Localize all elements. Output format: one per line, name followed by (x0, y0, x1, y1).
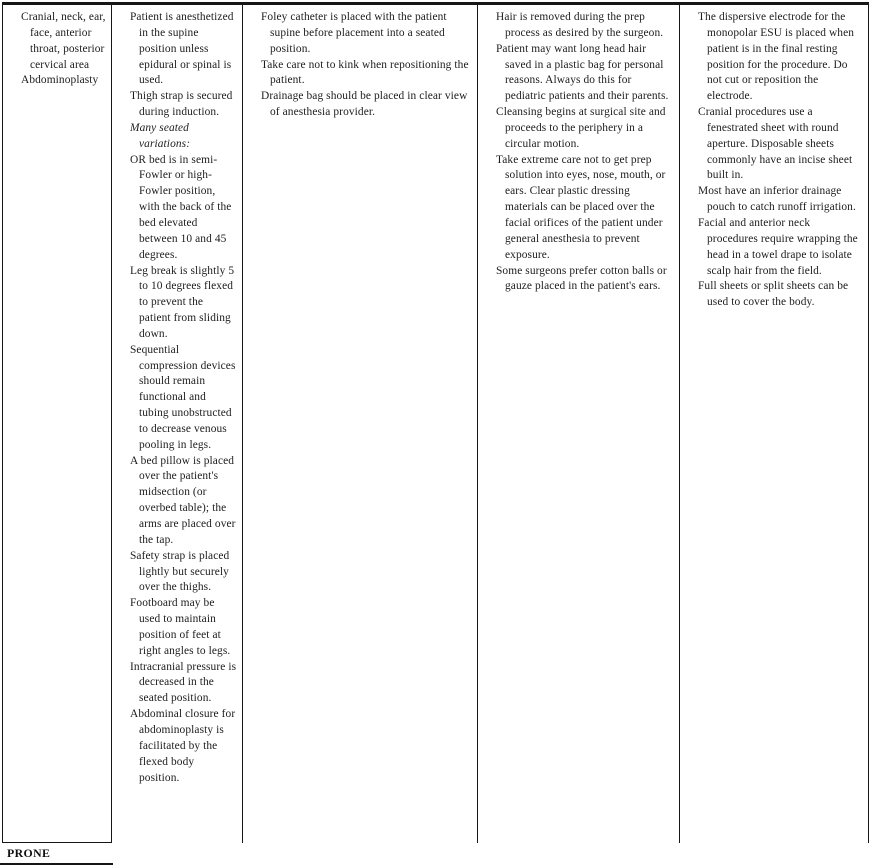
table-paragraph: Sequential compression devices should remain functional and tubing unobstructed to decrease venous pooling in legs. (130, 343, 236, 451)
table-paragraph: The dispersive electrode for the monopolar ESU is placed when patient is in the final resting position for the procedure. Do not cut or reposition the electrode. (698, 11, 855, 103)
table-paragraph: Footboard may be used to maintain position of feet at right angles to legs. (130, 597, 231, 657)
table-paragraph: OR bed is in semi-Fowler or high-Fowler position, with the back of the bed elevated between 10 and 45 degrees. (130, 153, 232, 261)
table-paragraph: Hair is removed during the prep process as desired by the surgeon. (496, 11, 664, 39)
table-paragraph: Thigh strap is secured during induction. (130, 90, 233, 119)
table-paragraph: Cranial procedures use a fenestrated sheet with round aperture. Disposable sheets commonly have an incise sheet built in. (698, 106, 853, 182)
positioning-reference-table (2, 2, 869, 843)
table-paragraph: Drainage bag should be placed in clear view of anesthesia provider. (261, 90, 468, 119)
table-paragraph: Most have an inferior drainage pouch to catch runoff irrigation. (698, 185, 856, 214)
table-cell-skin-prep (478, 5, 680, 843)
table-cell-catheterization (243, 5, 478, 843)
table-paragraph: Cleansing begins at surgical site and proceeds to the periphery in a circular motion. (496, 106, 666, 150)
table-paragraph: Some surgeons prefer cotton balls or gauze placed in the patient's ears. (496, 264, 667, 293)
table-cell-positioning (112, 5, 243, 843)
table-paragraph: Leg break is slightly 5 to 10 degrees flexed to prevent the patient from sliding down. (130, 264, 235, 340)
table-paragraph: Take extreme care not to get prep solution into eyes, nose, mouth, or ears. Clear plastic dressing materials can be placed over the facial orifices of the patient under general anesthesia to prevent exposure. (496, 153, 666, 261)
table-paragraph: Foley catheter is placed with the patient supine before placement into a seated position. (261, 11, 447, 55)
table-paragraph: Abdominoplasty (21, 74, 99, 87)
table-paragraph: Patient is anesthetized in the supine position unless epidural or spinal is used. (130, 11, 234, 87)
table-paragraph: Abdominal closure for abdominoplasty is facilitated by the flexed body position. (130, 708, 236, 784)
section-header-prone (0, 843, 113, 865)
table-paragraph: Take care not to kink when repositioning the patient. (261, 58, 469, 87)
table-paragraph: Facial and anterior neck procedures require wrapping the head in a towel drape to isolate scalp hair from the field. (698, 216, 858, 277)
table-paragraph: Many seated variations: (130, 121, 191, 150)
table-paragraph: A bed pillow is placed over the patient's midsection (or overbed table); the arms are placed over the tap. (130, 454, 236, 546)
table-paragraph: Cranial, neck, ear, face, anterior throat, posterior cervical area (21, 11, 106, 71)
table-paragraph: Full sheets or split sheets can be used to cover the body. (698, 280, 849, 309)
table-paragraph: Patient may want long head hair saved in a plastic bag for personal reasons. Always do this for pediatric patients and their parents. (496, 42, 669, 103)
table-cell-draping (680, 5, 868, 843)
table-paragraph: Intracranial pressure is decreased in the seated position. (130, 660, 237, 705)
table-cell-procedure-areas (3, 5, 112, 843)
table-paragraph: Safety strap is placed lightly but securely over the thighs. (130, 549, 230, 594)
section-header-label: PRONE (7, 845, 51, 860)
